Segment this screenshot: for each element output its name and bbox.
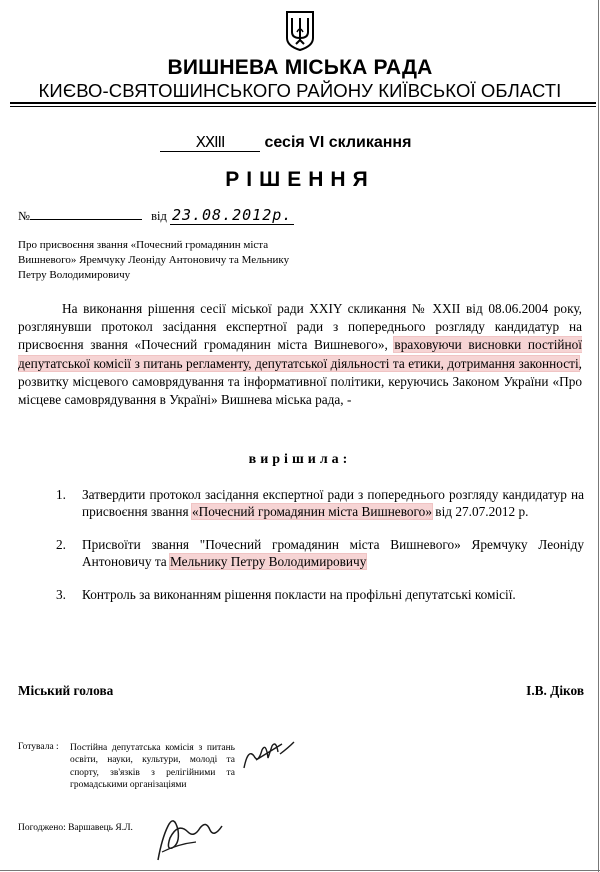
signature-scribble-icon — [238, 738, 298, 778]
session-label: сесія VI скликання — [264, 134, 412, 151]
page-edge-bottom — [0, 870, 600, 871]
handwritten-date: 23.08.2012р. — [171, 206, 293, 224]
session-line — [160, 133, 411, 152]
decision-subject: Про присвоєння звання «Почесний громадянин міста Вишневого» Яремчуку Леоніду Антоновичу та Мельнику Петру Володимировичу — [18, 239, 290, 281]
list-item — [56, 536, 584, 570]
prepared-by-text: Постійна депутатська комісія з питань освіти, науки, культури, молоді та спорту, зв'язків з релігійними та громадськими організаціями — [70, 743, 235, 790]
trident-emblem-icon — [285, 10, 315, 52]
item-number: 3. — [56, 587, 66, 602]
item-text-end: від 27.07.2012 р. — [431, 504, 529, 519]
resolved-heading: вирішила: — [248, 452, 352, 467]
decision-number-line — [18, 206, 294, 224]
district-name: КИЄВО-СВЯТОШИНСЬКОГО РАЙОНУ КИЇВСЬКОЇ ОБЛАСТІ — [38, 80, 562, 101]
item-text: Контроль за виконанням рішення покласти на профільні депутатські комісії. — [82, 587, 516, 602]
highlighted-text: «Почесний громадянин міста Вишневого» — [191, 504, 432, 519]
item-text: Затвердити протокол засідання експертної ради з попереднього розгляду кандидатур на присвоєння звання — [82, 487, 584, 519]
preamble-paragraph — [18, 300, 582, 409]
decision-items — [56, 486, 584, 619]
item-number: 2. — [56, 537, 66, 552]
header-divider-thin — [10, 106, 596, 107]
list-item — [56, 586, 584, 603]
preamble-sep: , — [384, 337, 395, 353]
session-number: XXIII — [160, 133, 260, 152]
preamble-part2: , розвитку місцевого самоврядування та інформативної політики, керуючись Законом України «Про місцеве самоврядування в Україні» Вишнева міська рада, - — [18, 355, 582, 408]
list-item — [56, 486, 584, 520]
prepared-by-label: Готувала : — [18, 742, 59, 752]
item-text: Присвоїти звання "Почесний громадянин міста Вишневого» Яремчуку Леоніду Антоновичу та — [82, 537, 584, 569]
item-number: 1. — [56, 487, 66, 502]
preamble-part1: На виконання рішення сесії міської ради XXIY скликання № XXII від 08.06.2004 року, розглянувши протокол засідання експертної ради з попереднього розгляду кандидатур на присвоєння звання «Почесний громадянин міста Вишневого» — [18, 301, 582, 353]
agreed-by: Погоджено: Варшавець Я.Л. — [18, 823, 133, 833]
date-prefix: від — [151, 209, 167, 223]
page-edge-right — [598, 0, 599, 872]
mayor-title: Міський голова — [18, 683, 114, 698]
document-title: РІШЕННЯ — [225, 168, 375, 191]
highlighted-text: Мельнику Петру Володимировичу — [170, 554, 367, 569]
council-name: ВИШНЕВА МІСЬКА РАДА — [167, 56, 433, 79]
number-blank — [30, 207, 142, 220]
number-prefix: № — [18, 209, 30, 223]
header-divider — [10, 102, 596, 104]
highlighted-preamble: враховуючи висновки постійної депутатської комісії з питань регламенту, депутатської діяльності та етики, дотримання законності — [18, 337, 582, 371]
mayor-name: І.В. Діков — [526, 683, 584, 698]
agreed-signature-icon — [148, 808, 228, 866]
